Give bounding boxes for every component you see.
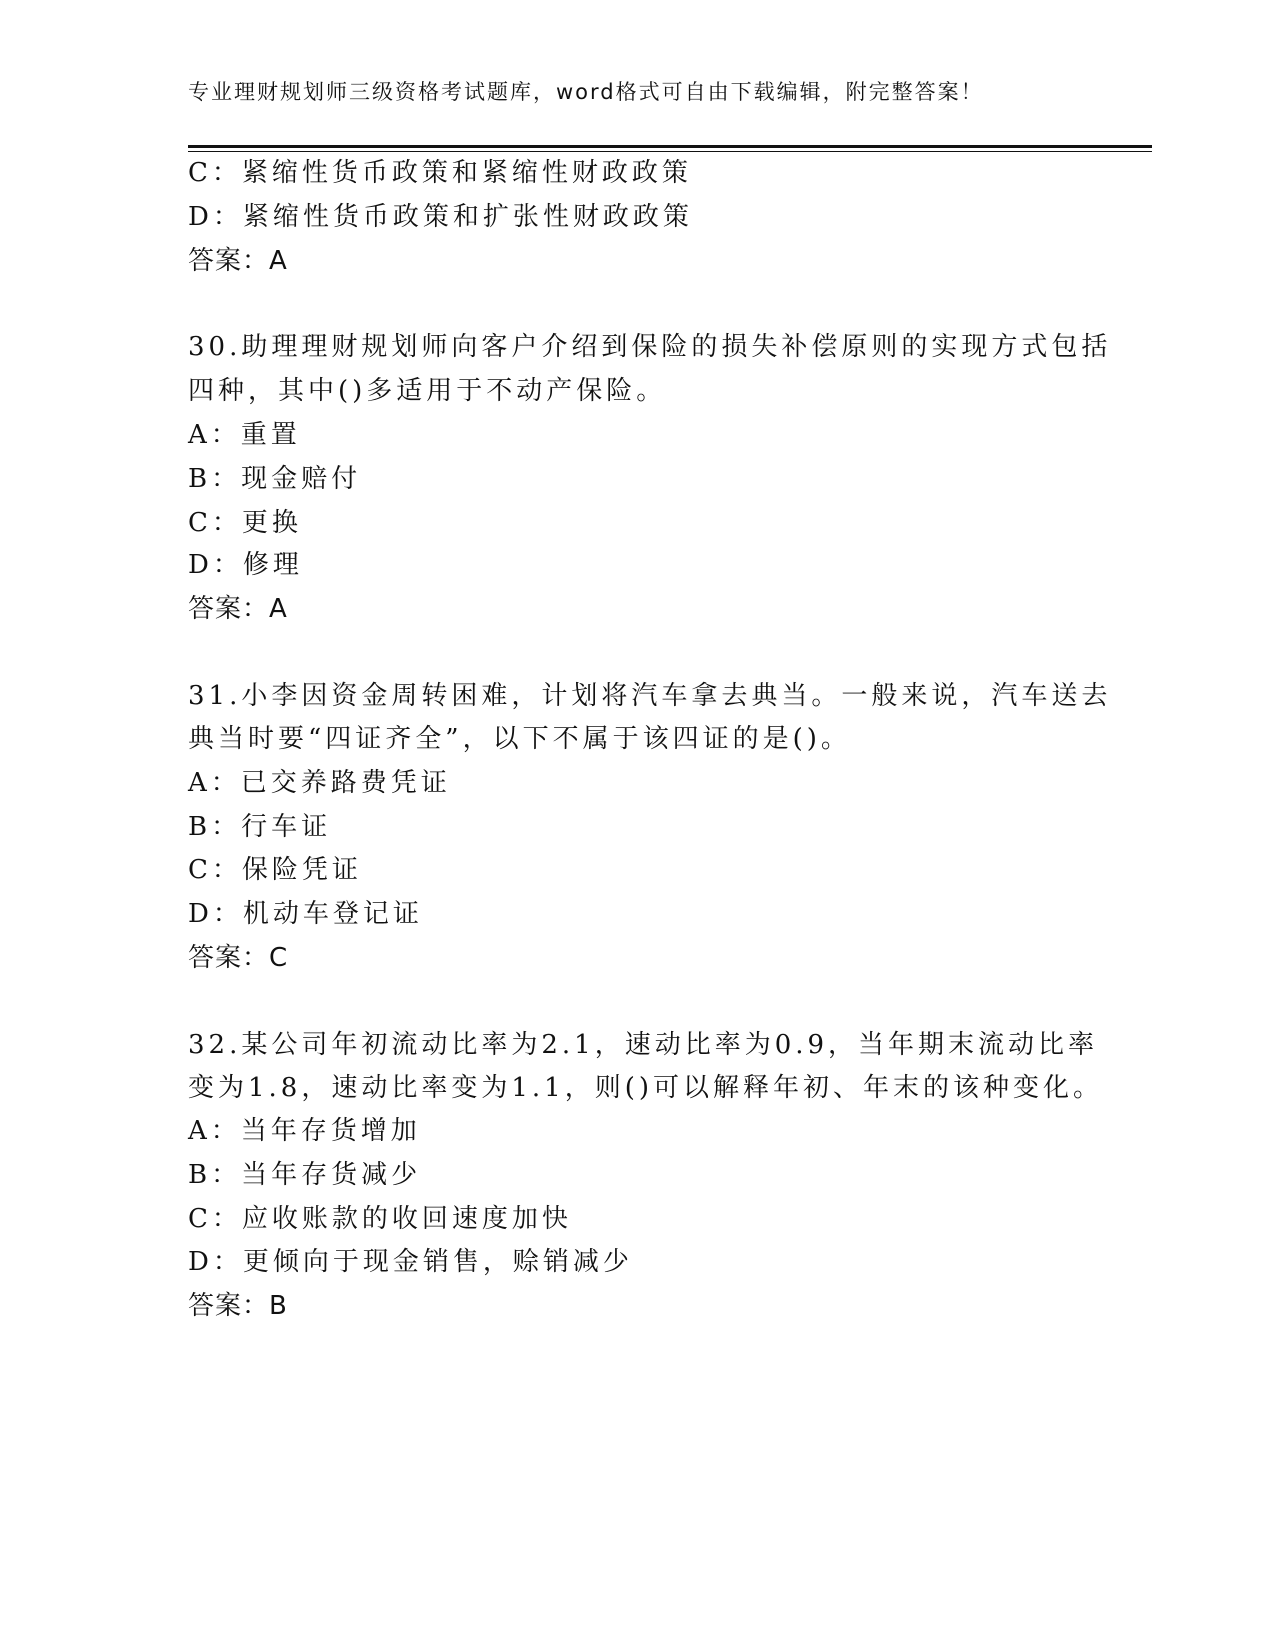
question-31-option-d: D：机动车登记证 — [188, 899, 423, 929]
question-31-stem-line2: 典当时要“四证齐全”，以下不属于该四证的是()。 — [188, 724, 851, 754]
header-divider-thin — [188, 151, 1152, 152]
question-30-answer: 答案：A — [188, 594, 288, 624]
question-31-option-b: B：行车证 — [188, 812, 332, 842]
question-30-option-a: A：重置 — [188, 420, 301, 450]
question-32-option-c: C：应收账款的收回速度加快 — [188, 1204, 572, 1234]
question-31-option-c: C：保险凭证 — [188, 855, 362, 885]
prev-answer: 答案：A — [188, 246, 288, 276]
page-header: 专业理财规划师三级资格考试题库，word格式可自由下载编辑，附完整答案！ — [188, 80, 984, 104]
question-31-answer: 答案：C — [188, 943, 289, 973]
prev-option-d: D：紧缩性货币政策和扩张性财政政策 — [188, 202, 693, 232]
question-31-option-a: A：已交养路费凭证 — [188, 768, 451, 798]
question-30-option-b: B：现金赔付 — [188, 464, 362, 494]
header-divider-thick — [188, 145, 1152, 148]
question-30-option-d: D：修理 — [188, 550, 303, 580]
question-32-option-d: D：更倾向于现金销售，赊销减少 — [188, 1247, 633, 1277]
question-30-stem-line2: 四种，其中()多适用于不动产保险。 — [188, 376, 667, 406]
question-32-option-a: A：当年存货增加 — [188, 1116, 421, 1146]
prev-option-c: C：紧缩性货币政策和紧缩性财政政策 — [188, 158, 692, 188]
question-31-stem-line1: 31.小李因资金周转困难，计划将汽车拿去典当。一般来说，汽车送去 — [188, 681, 1112, 711]
question-32-option-b: B：当年存货减少 — [188, 1160, 422, 1190]
question-30-option-c: C：更换 — [188, 508, 302, 538]
question-32-stem-line2: 变为1.8，速动比率变为1.1，则()可以解释年初、年末的该种变化。 — [188, 1073, 1103, 1103]
question-32-answer: 答案：B — [188, 1291, 288, 1321]
question-30-stem-line1: 30.助理理财规划师向客户介绍到保险的损失补偿原则的实现方式包括 — [188, 332, 1112, 362]
question-32-stem-line1: 32.某公司年初流动比率为2.1，速动比率为0.9，当年期末流动比率 — [188, 1030, 1099, 1060]
